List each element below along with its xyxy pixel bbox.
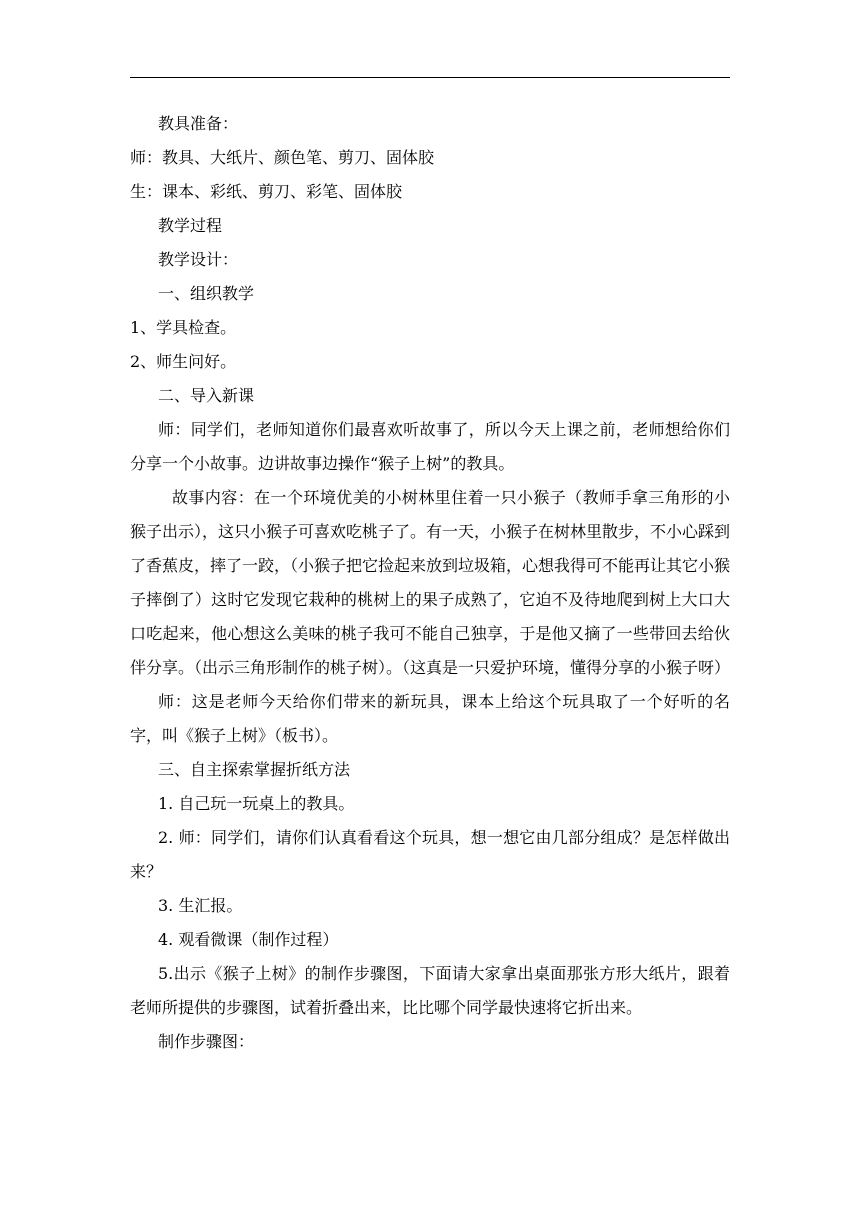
list-item-show-steps: 5.出示《猴子上树》的制作步骤图，下面请大家拿出桌面那张方形大纸片，跟着老师所提供的步骤图，试着折叠出来，比比哪个同学最快速将它折出来。 — [130, 964, 730, 1017]
section-heading-introduction: 二、导入新课 — [158, 386, 255, 405]
paragraph-teaching-aids-heading: 教具准备： — [158, 114, 239, 133]
section-heading-explore: 三、自主探索掌握折纸方法 — [158, 760, 351, 779]
list-item-watch-microlesson: 4. 观看微课（制作过程） — [158, 930, 339, 949]
list-item-play-toy: 1. 自己玩一玩桌上的教具。 — [158, 794, 355, 813]
paragraph-teacher-story-intro: 师：同学们，老师知道你们最喜欢听故事了，所以今天上课之前，老师想给你们分享一个小故事。边讲故事边操作“猴子上树”的教具。 — [130, 420, 730, 473]
paragraph-steps-diagram-label: 制作步骤图： — [158, 1032, 255, 1051]
list-item-check-tools: 1、学具检查。 — [130, 318, 237, 337]
paragraph-new-toy: 师：这是老师今天给你们带来的新玩具，课本上给这个玩具取了一个好听的名字，叫《猴子上树》（板书）。 — [130, 692, 730, 745]
paragraph-teacher-materials: 师：教具、大纸片、颜色笔、剪刀、固体胶 — [130, 148, 435, 167]
list-item-greeting: 2、师生问好。 — [130, 352, 237, 371]
list-item-student-report: 3. 生汇报。 — [158, 896, 243, 915]
header-rule — [130, 77, 730, 78]
paragraph-teaching-process: 教学过程 — [158, 216, 223, 235]
document-body — [130, 107, 730, 1059]
paragraph-student-materials: 生：课本、彩纸、剪刀、彩笔、固体胶 — [130, 182, 403, 201]
paragraph-story-content: 故事内容：在一个环境优美的小树林里住着一只小猴子（教师手拿三角形的小猴子出示），这只小猴子可喜欢吃桃子了。有一天，小猴子在树林里散步，不小心踩到了香蕉皮，摔了一跤，（小猴子把它捡起来放到垃圾箱，心想我得可不能再让其它小猴子摔倒了）这时它发现它栽种的桃树上的果子成熟了，它迫不及待地爬到树上大口大口吃起来，他心想这么美味的桃子我可不能自己独享，于是他又摘了一些带回去给伙伴分享。（出示三角形制作的桃子树）。（这真是一只爱护环境，懂得分享的小猴子呀） — [130, 488, 731, 677]
section-heading-organize: 一、组织教学 — [158, 284, 255, 303]
list-item-observe-toy: 2. 师：同学们，请你们认真看看这个玩具，想一想它由几部分组成？是怎样做出来？ — [130, 828, 730, 881]
paragraph-teaching-design: 教学设计： — [158, 250, 239, 269]
